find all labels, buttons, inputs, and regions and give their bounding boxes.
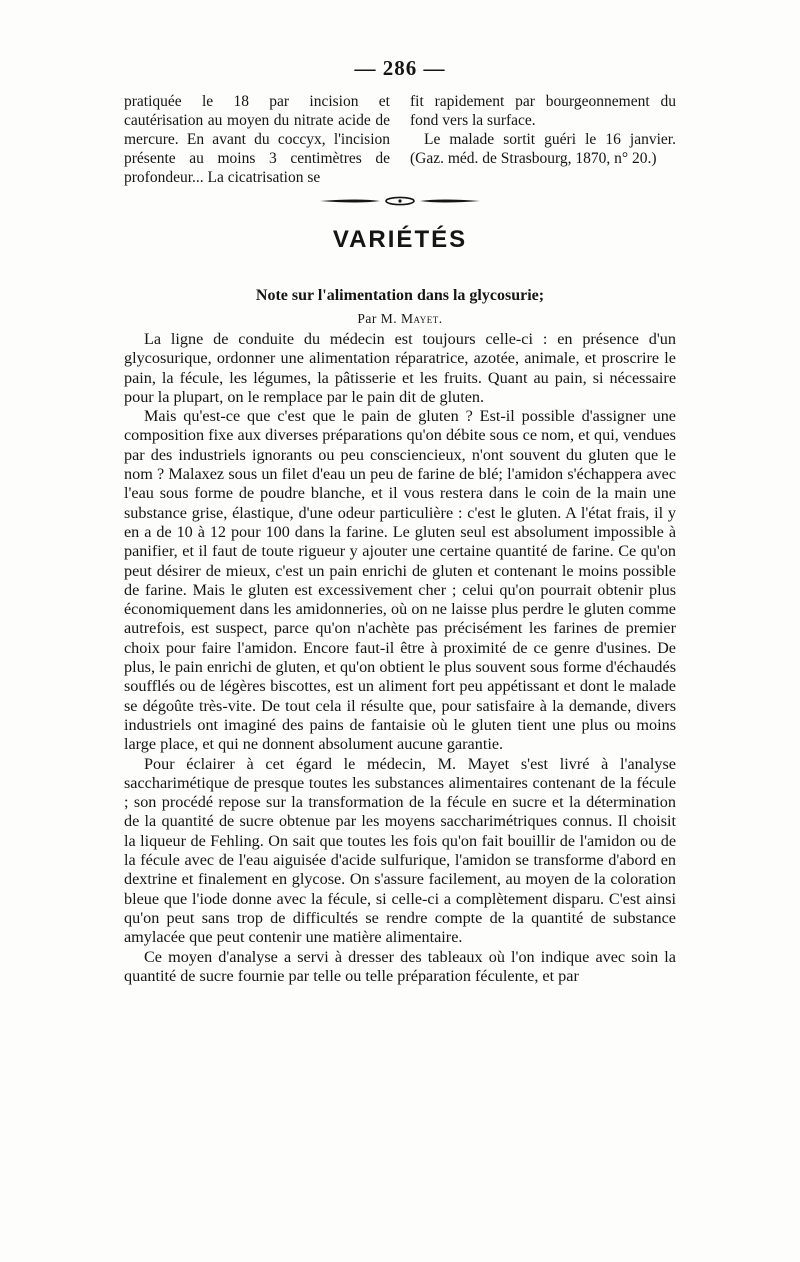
right-column-citation: Le malade sortit guéri le 16 janvier. (Gaz. méd. de Strasbourg, 1870, n° 20.)	[410, 131, 676, 167]
article-body	[124, 330, 676, 986]
paragraph-2: Mais qu'est-ce que c'est que le pain de gluten ? Est-il possible d'assigner une composition fixe aux diverses préparations qu'on débite sous ce nom, et qui, vendues par des industriels ignorants ou peu consciencieux, n'ont souvent du gluten que le nom ? Malaxez sous un filet d'eau un peu de farine de blé; l'amidon s'échappera avec l'eau sous forme de poudre blanche, et il vous restera dans le coin de la main une substance grise, élastique, d'une odeur particulière : c'est le gluten. A l'état frais, il y en a de 10 à 12 pour 100 dans la farine. Le gluten seul est absolument impossible à panifier, et il faut de toute rigueur y ajouter une certaine quantité de farine. Ce qu'on peut désirer de mieux, c'est un pain enrichi de gluten et contenant le moins possible de farine. Mais le gluten est excessivement cher ; celui qu'on pourrait obtenir plus économiquement dans les amidonneries, où on ne laisse plus perdre le gluten comme autrefois, est suspect, parce qu'on n'achète pas précisément les farines de premier choix pour faire l'amidon. Encore faut-il être à proximité de ce genre d'usines. De plus, le pain enrichi de gluten, et qu'on obtient le plus souvent sous forme d'échaudés soufflés ou de légères biscottes, est un aliment fort peu appétissant et dont le malade se dégoûte très-vite. De tout cela il résulte que, pour satisfaire à la demande, divers industriels ont imaginé des pains de fantaisie où le gluten tient une plus ou moins large place, et qui ne donnent absolument aucune garantie.	[124, 407, 676, 754]
paragraph-1: La ligne de conduite du médecin est toujours celle-ci : en présence d'un glycosurique, ordonner une alimentation réparatrice, azotée, animale, et proscrire le pain, la fécule, les légumes, la pâtisserie et les fruits. Quant au pain, si nécessaire pour la plupart, on le remplace par le pain dit de gluten.	[124, 330, 676, 406]
paragraph-3: Pour éclairer à cet égard le médecin, M. Mayet s'est livré à l'analyse saccharimétique de presque toutes les substances alimentaires contenant de la fécule ; son procédé repose sur la transformation de la fécule en sucre et la détermination de la quantité de sucre obtenue par les moyens saccharimétriques connus. Il choisit la liqueur de Fehling. On sait que toutes les fois qu'on fait bouillir de l'amidon ou de la fécule avec de l'eau aiguisée d'acide sulfurique, l'amidon se transforme d'abord en dextrine et finalement en glycose. On s'assure facilement, au moyen de la coloration bleue que l'iode donne avec la fécule, si celle-ci a complètement disparu. C'est ainsi qu'on peut sans trop de difficultés se rendre compte de la quantité de substance amylacée que peut contenir une matière alimentaire.	[124, 754, 676, 947]
left-column	[124, 92, 390, 187]
byline	[0, 311, 800, 327]
section-title: VARIÉTÉS	[332, 226, 468, 253]
left-column-text: pratiquée le 18 par incision et cautérisation au moyen du nitrate acide de mercure. En avant du coccyx, l'incision présente au moins 3 centimètres de profondeur... La cicatrisation se	[124, 93, 390, 186]
byline-prefix: Par M.	[357, 311, 398, 326]
paragraph-4: Ce moyen d'analyse a servi à dresser des tableaux où l'on indique avec soin la quantité de sucre fournie par telle ou telle préparation féculente, et par	[124, 947, 676, 985]
page-number: — 286 —	[354, 56, 446, 80]
right-column-text: fit rapidement par bourgeonnement du fond vers la surface.	[410, 93, 676, 129]
continued-text-columns	[124, 92, 676, 187]
byline-author: Mayet.	[401, 311, 443, 326]
right-column	[410, 92, 676, 187]
article-title: Note sur l'alimentation dans la glycosurie;	[255, 287, 545, 304]
ornamental-divider	[318, 196, 482, 206]
